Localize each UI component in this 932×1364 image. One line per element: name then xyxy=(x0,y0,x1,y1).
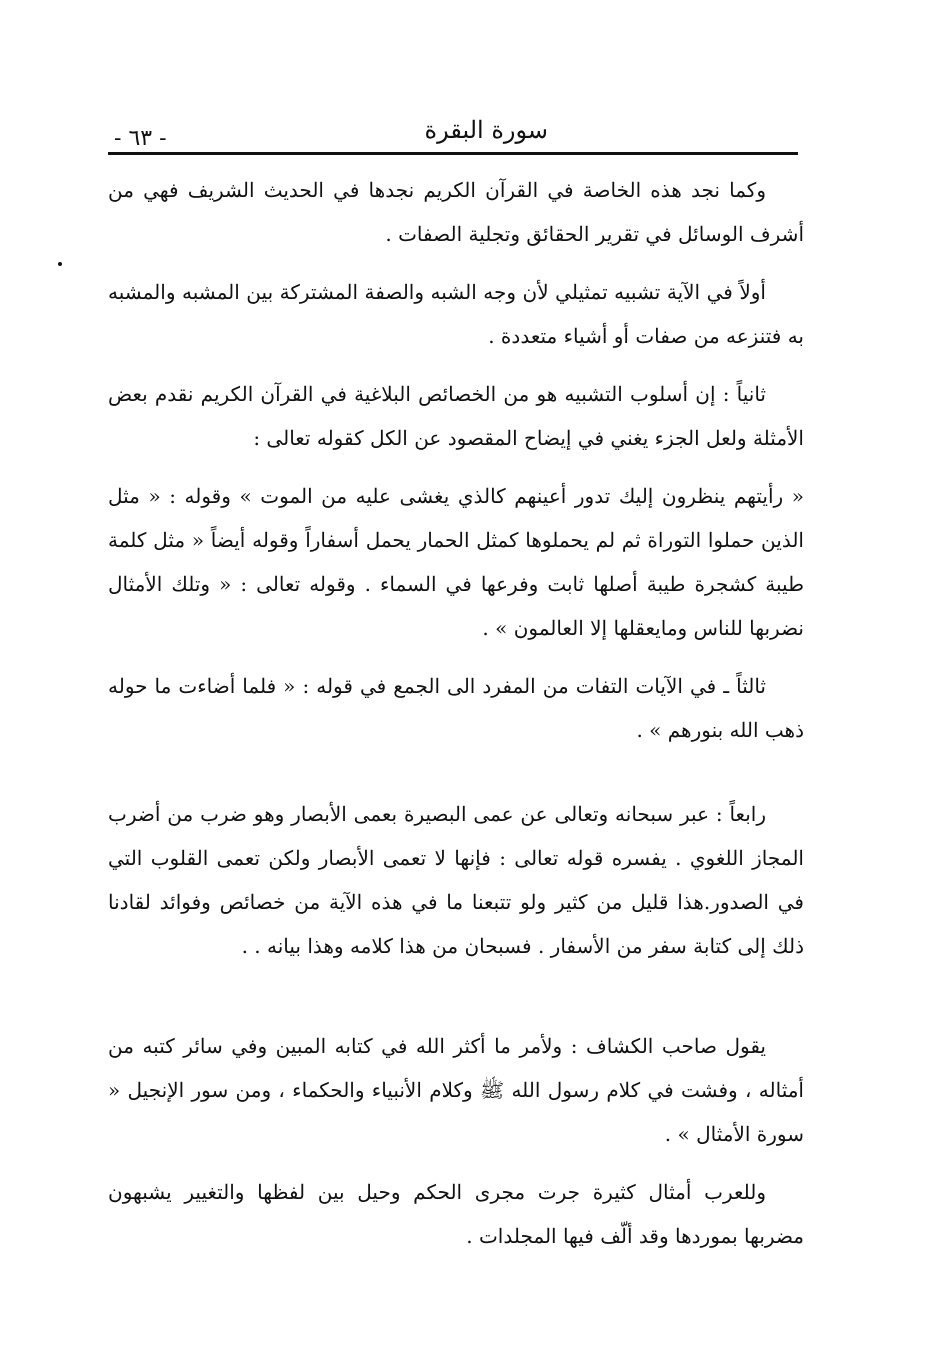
paragraph: وكما نجد هذه الخاصة في القرآن الكريم نجدها في الحديث الشريف فهي من أشرف الوسائل في تقرير الحقائق وتجلية الصفات . xyxy=(108,178,804,246)
paragraph: وللعرب أمثال كثيرة جرت مجرى الحكم وحيل بين لفظها والتغيير يشبهون مضربها بموردها وقد ألّف فيها المجلدات . xyxy=(108,1180,804,1248)
paragraph: أولاً في الآية تشبيه تمثيلي لأن وجه الشبه والصفة المشتركة بين المشبه والمشبه به فتنزعه من صفات أو أشياء متعددة . xyxy=(108,280,804,348)
page-body xyxy=(108,168,804,1272)
paragraph: رابعاً : عبر سبحانه وتعالى عن عمى البصيرة بعمى الأبصار وهو ضرب من أضرب المجاز اللغوي . يفسره قوله تعالى : فإنها لا تعمى الأبصار ولكن تعمى القلوب التي في الصدور.هذا قليل من كثير ولو تتبعنا ما في هذه الآية من خصائص وفوائد لقادنا ذلك إلى كتابة سفر من الأسفار . فسبحان من هذا كلامه وهذا بيانه . . xyxy=(108,802,804,958)
header-rule xyxy=(108,152,798,155)
paragraph: ثانياً : إن أسلوب التشبيه هو من الخصائص البلاغية في القرآن الكريم نقدم بعض الأمثلة ولعل الجزء يغني في إيضاح المقصود عن الكل كقوله تعالى : xyxy=(108,382,804,450)
paragraph: ثالثاً ـ في الآيات التفات من المفرد الى الجمع في قوله : « فلما أضاءت ما حوله ذهب الله بنورهم » . xyxy=(108,674,804,742)
paragraph: يقول صاحب الكشاف : ولأمر ما أكثر الله في كتابه المبين وفي سائر كتبه من أمثاله ، وفشت في كلام رسول الله ﷺ وكلام الأنبياء والحكماء ، ومن سور الإنجيل « سورة الأمثال » . xyxy=(108,1034,804,1146)
page-number: - ٦٣ - xyxy=(114,126,167,151)
surah-title: سورة البقرة xyxy=(424,116,548,144)
margin-speck xyxy=(58,262,62,266)
paragraph: « رأيتهم ينظرون إليك تدور أعينهم كالذي يغشى عليه من الموت » وقوله : « مثل الذين حملوا التوراة ثم لم يحملوها كمثل الحمار يحمل أسفاراً وقوله أيضاً « مثل كلمة طيبة كشجرة طيبة أصلها ثابت وفرعها في السماء . وقوله تعالى : « وتلك الأمثال نضربها للناس ومايعقلها إلا العالمون » . xyxy=(108,484,804,640)
